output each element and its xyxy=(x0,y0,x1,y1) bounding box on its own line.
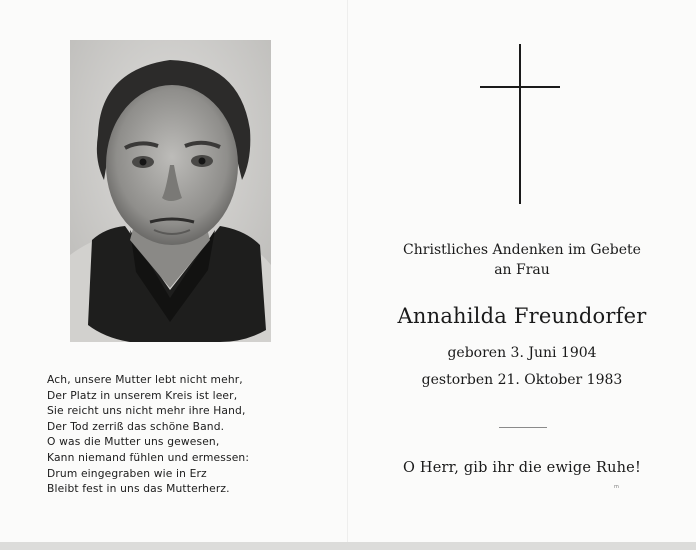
poem-line: Drum eingegraben wie in Erz xyxy=(47,466,207,480)
birth-date: geboren 3. Juni 1904 xyxy=(447,345,597,361)
printer-mark: m xyxy=(614,484,619,490)
portrait-photo xyxy=(70,40,271,342)
poem-line: Sie reicht uns nicht mehr ihre Hand, xyxy=(47,404,246,418)
prayer: O Herr, gib ihr die ewige Ruhe! xyxy=(403,460,641,476)
cross-icon xyxy=(480,44,560,204)
poem-line: Der Platz in unserem Kreis ist leer, xyxy=(47,388,238,402)
intro-line: Christliches Andenken im Gebete xyxy=(403,242,641,258)
deceased-name: Annahilda Freundorfer xyxy=(397,304,647,328)
poem xyxy=(47,372,317,497)
death-date: gestorben 21. Oktober 1983 xyxy=(421,372,623,388)
scan-edge xyxy=(0,542,696,550)
poem-line: Bleibt fest in uns das Mutterherz. xyxy=(47,482,230,496)
intro-line-salutation: an Frau xyxy=(494,262,550,278)
poem-line: Ach, unsere Mutter lebt nicht mehr, xyxy=(47,373,243,386)
divider xyxy=(499,427,547,428)
poem-line: Der Tod zerriß das schöne Band. xyxy=(47,419,225,433)
poem-line: O was die Mutter uns gewesen, xyxy=(47,435,220,449)
poem-line: Kann niemand fühlen und ermessen: xyxy=(47,450,250,464)
